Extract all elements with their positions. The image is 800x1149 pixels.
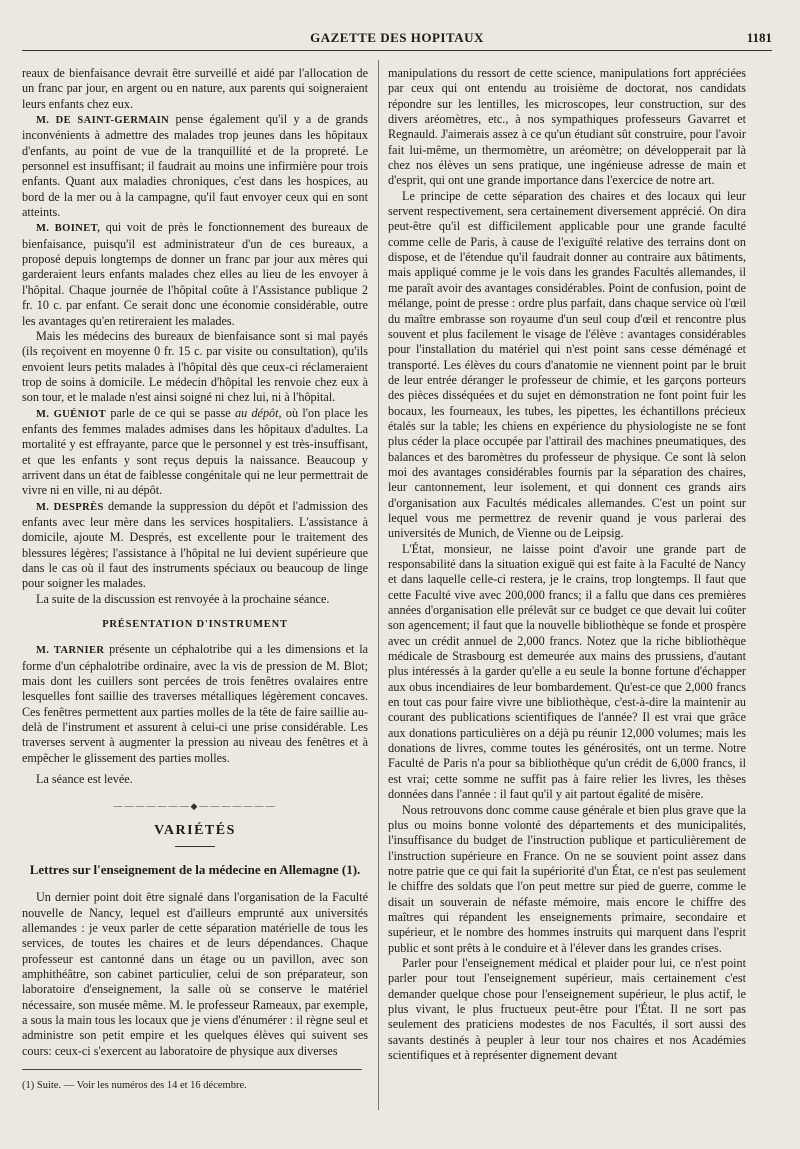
paragraph: L'État, monsieur, ne laisse point d'avoir une grande part de responsabilité dans la situation exiguë qui est faite à la Faculté de Nancy et dans laquelle celle-ci restera, je le crains, trop longtemps. Il faut que cette Faculté vive avec 200,000 francs; il a fallu que dans ces premières années d'organisation elle prélevât sur ce budget ce que devait lui coûter son agencement; il faut que la nouvelle bibliothèque se fonde et prospère avec un crédit annuel de 2,000 francs. Notez que la riche bibliothèque médicale de Strasbourg est demeurée aux mains des prussiens, d'autant plus intéressés à la garder qu'elle a eu seule la bonne fortune d'échapper aux obus incendiaires de leur bombardement. Qu'est-ce que 2,000 francs en tout cas pour faire vivre une bibliothèque, c'est-à-dire la maintenir au courant des publications scientifiques de l'année? Il est vrai que grâce aux donations particulières on a déjà pu réunir 12,000 volumes; mais les donations de livres, comme toutes les générosités, ont un terme. Notre Faculté de Paris n'a pour sa bibliothèque qu'un crédit de 6,000 francs, il est vrai; cette somme ne suffit pas à faire relier les livres, les thèses données dans l'année : il faut qu'il y ait partout égalité de misère. xyxy=(388,541,746,802)
paragraph: reaux de bienfaisance devrait être surveillé et aidé par l'allocation de un franc par jour, en argent ou en nature, aux parents qui soigneraient leurs enfants chez eux. xyxy=(22,66,368,111)
speaker-name: M. GUÉNIOT xyxy=(36,408,107,420)
publication-title: GAZETTE DES HOPITAUX xyxy=(310,30,484,45)
paragraph: Nous retrouvons donc comme cause générale et bien plus grave que la plus ou moins bonne volonté des départements et des municipalités, l'insuffisance du budget de l'instruction publique et particulièrement de l'instruction supérieure en France. On ne se souvient point assez dans notre patrie que ce qui fait la supériorité d'un État, ce n'est pas seulement le chiffre des soldats que l'on peut mettre sur pied de guerre, comme le disait un souverain de néfaste mémoire, mais encore le chiffre des maîtres qui répandent les enseignements primaire, secondaire et supérieur, et le nombre des hommes instruits qui marquent dans l'esprit public et sont prêts à le conduire et à l'élever dans les grandes crises. xyxy=(388,802,746,955)
paragraph xyxy=(22,642,368,766)
section-title: VARIÉTÉS xyxy=(154,822,236,838)
column-divider xyxy=(378,60,379,1110)
speaker-name: M. TARNIER xyxy=(36,645,105,657)
paragraph xyxy=(22,112,368,220)
article-title: Lettres sur l'enseignement de la médecine en Allemagne (1). xyxy=(29,862,361,878)
paragraph: La séance est levée. xyxy=(36,772,133,787)
speaker-name: M. DE SAINT-GERMAIN xyxy=(36,115,170,127)
paragraph xyxy=(22,499,368,592)
paragraph xyxy=(22,220,368,328)
paragraph: Parler pour l'enseignement médical et plaider pour lui, ce n'est point parler pour tout l'enseignement supérieur, mais certainement c'est demander quelque chose pour l'enseignement supérieur, le plus actif, le plus vivant, le plus fructueux peut-être pour l'État. Il ne sort pas seulement des praticiens modestes de nos Facultés, il sort aussi des savants destinés à peupler à leur tour nos chaires et nos Académies scientifiques et à représenter dignement devant xyxy=(388,955,746,1062)
paragraph: Mais les médecins des bureaux de bienfaisance sont si mal payés (ils reçoivent en moyenne 0 fr. 15 c. par visite ou consultation), qu'ils envoient leurs petits malades à l'hôpital dès que ceux-ci réclameraient trop de soins à domicile. Le médecin d'hôpital les renvoie chez eux à son tour, et le malade n'est ainsi soigné ni chez lui, ni à l'hôpital. xyxy=(22,328,368,405)
page-number: 1181 xyxy=(746,30,772,45)
paragraph: manipulations du ressort de cette science, manipulations fort appréciées par ceux qui ont entendu au troisième de doctorat, nos candidats répondre sur les lentilles, les microscopes, leur construction, sur des divers aréomètres, etc., à nos sympathiques professeurs Gavarret et Regnauld. J'aimerais assez à ce qu'un étudiant sût construire, pour l'avoir fait lui-même, un thermomètre, un aréomètre; on développerait par là chez nos élèves un sens pratique, une ingénieuse adresse de main et d'esprit, qui ont une grande importance dans l'exercice de notre art. xyxy=(388,66,746,188)
short-rule xyxy=(175,846,215,847)
section-heading: PRÉSENTATION D'INSTRUMENT xyxy=(102,619,288,631)
footnote-rule xyxy=(22,1069,362,1070)
paragraph: La suite de la discussion est renvoyée à la prochaine séance. xyxy=(36,591,330,606)
paragraph: Un dernier point doit être signalé dans l'organisation de la Faculté nouvelle de Nancy, lequel est d'ailleurs emprunté aux universités allemandes : je veux parler de cette séparation matérielle de tous les services, de toutes les chaires et de leurs dépendances. Chaque professeur est cantonné dans un étage ou un pavillon, avec son amphithéâtre, son cabinet particulier, celui de son préparateur, son laboratoire d'enseignement, la salle où se conserve le matériel nécessaire, son musée même. M. le professeur Rameaux, par exemple, a sous la main tous les locaux que je viens d'énumérer : il règne seul et administre son petit empire et les quelques élèves qui suivent ses cours: ceux-ci s'exercent au laboratoire de physique aux diverses xyxy=(22,890,368,1058)
speaker-name: M. DESPRÈS xyxy=(36,501,104,513)
paragraph-text: parle de ce qui se passe xyxy=(110,405,231,420)
ornamental-divider: ———————◆——————— xyxy=(113,801,277,812)
left-column xyxy=(22,66,368,1093)
paragraph xyxy=(22,406,368,499)
paragraph-text: présente un céphalotribe qui a les dimensions et la forme d'un céphalotribe ordinaire, avec la vis de pression de M. Blot; mais dont les cuillers sont percées de trois fenêtres ovalaires entre lesquelles font saillie des traverses métalliques légèrement concaves. Ces fenêtres permettent aux parties molles de la tête de faire saillie au-delà de l'instrument et assurent à celui-ci une prise considérable. Les traverses servent à augmenter la pression au niveau des fenêtres et à empêcher le glissement des parties molles. xyxy=(22,642,369,765)
right-column xyxy=(388,66,746,1063)
paragraph: Le principe de cette séparation des chaires et des locaux qui leur servent respectivement, sera certainement diversement apprécié. On dira peut-être qu'il est difficilement applicable pour une grande faculté comme celle de Paris, à cause de l'exiguïté relative des terrains dont on dispose, et de l'étendue qu'il faudrait donner au contraire aux bâtiments, mais appliqué comme je le vois dans les grandes Facultés allemandes, il me paraît avoir des avantages considérables. Point de confusion, point de mélange, point de presse : ordre plus parfait, dans chaque service où l'œil du maître embrasse son royaume d'un seul coup d'œil et rencontre plus souvent et plus facilement le visage de l'élève : avantages considérables pour l'installation du matériel qui n'est point sans cesse déménagé et transporté. Les élèves du cours d'anatomie ne viennent point par le bruit de leur entrée déranger le professeur de chimie, et les garçons porteurs des pièces disséquées et du sujet en démonstration ne font point fuir les bocaux, les fourneaux, les tubes, les pipettes, les échantillons précieux étalés sur la table; les chiens en expérience du physiologiste ne se font plus céder la place occupée par l'attirail des machines pneumatiques, des balances et des baromètres du professeur de physique. Ce sont là selon moi des avantages considérables fournis par la séparation des chaires, leur cantonnement, leur isolement, et qui donnent ces grands airs d'organisation aux Facultés médicales allemandes. C'est un point sur lequel vous me permettrez de revenir quand je vous parlerai des universités de Munich, de Vienne ou de Leipsig. xyxy=(388,188,746,541)
paragraph-text: où l'on place les enfants des femmes malades admises dans les hôpitaux d'adultes. La mortalité y est effrayante, parce que le personnel y est très-insuffisant, et que les enfants y sont reçus depuis la naissance. Beaucoup y arrivent dans un état de faiblesse congénitale qui ne leur permettrait de vivre ni en ville, ni au dépôt. xyxy=(22,405,369,498)
page-header xyxy=(22,24,772,51)
paragraph-text: demande la suppression du dépôt et l'admission des enfants avec leur mère dans les services hospitaliers. L'assistance à domicile, ajoute M. Després, est excellente pour le traitement des blessures légères; l'assistance à l'hôpital ne lui devient supérieure que dans le cas où il faut des instruments spéciaux ou beaucoup de linge pour soigner les malades. xyxy=(22,498,368,591)
paragraph-text: qui voit de près le fonctionnement des bureaux de bienfaisance, puisqu'il est administrateur d'un de ces bureaux, a proposé depuis longtemps de donner un franc par jour aux mères qui garderaient leurs enfants malades chez elles au lieu de les envoyer à l'hôpital. Chaque journée de l'hôpital coûte à l'Assistance publique 2 fr. 10 c. par enfant. Ce serait donc une économie considérable, outre les avantages qu'en retireraient les malades. xyxy=(22,220,368,328)
emphasis: au dépôt, xyxy=(234,405,282,420)
speaker-name: M. BOINET, xyxy=(36,223,101,235)
footnote: (1) Suite. — Voir les numéros des 14 et 16 décembre. xyxy=(22,1079,247,1091)
paragraph-text: pense également qu'il y a de grands inconvénients à admettre des malades trop jeunes dans les hôpitaux d'enfants, au point de vue de la tranquillité et de la propreté. Le personnel est insuffisant; il faudrait au moins une infirmière pour trois enfants. Quant aux maladies chroniques, c'est dans les hospices, au bord de la mer ou à la campagne, qu'il faut envoyer ceux qui en sont atteints. xyxy=(22,112,368,220)
